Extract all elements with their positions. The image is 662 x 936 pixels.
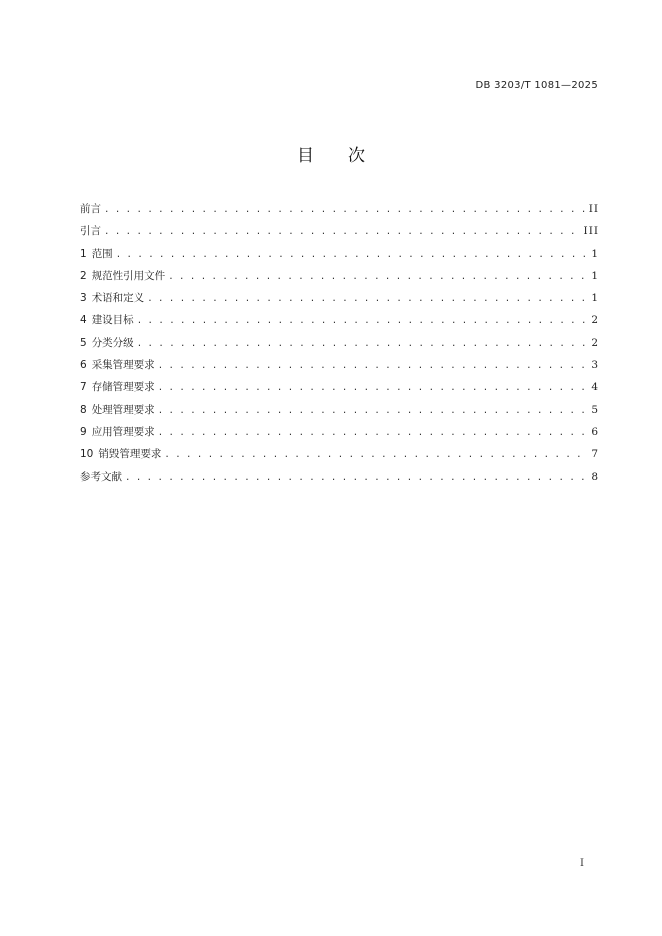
- toc-dot-leader: [147, 288, 587, 310]
- toc-entry-number: 4: [80, 314, 87, 327]
- toc-dot-leader: [137, 333, 587, 355]
- toc-entry-bibliography[interactable]: [80, 466, 599, 488]
- toc-entry-number: 6: [80, 359, 87, 372]
- toc-entry-number: 3: [80, 292, 87, 305]
- toc-entry-page: II: [588, 203, 599, 215]
- toc-entry-title: 范围: [91, 247, 113, 260]
- toc-entry-title: 建设目标: [91, 314, 134, 327]
- toc-entry-number: 9: [80, 425, 87, 438]
- toc-entry-normative-references[interactable]: [80, 265, 599, 287]
- toc-entry-processing-requirements[interactable]: [80, 399, 599, 421]
- toc-entry-terms-definitions[interactable]: [80, 287, 599, 309]
- toc-entry-scope[interactable]: [80, 243, 599, 265]
- toc-entry-title: 前言: [80, 203, 101, 215]
- toc-entry-page: 7: [591, 448, 599, 461]
- toc-entry-foreword[interactable]: [80, 198, 599, 220]
- toc-dot-leader: [168, 266, 587, 288]
- toc-entry-page: 4: [591, 381, 599, 394]
- toc-entry-collection-requirements[interactable]: [80, 354, 599, 376]
- toc-entry-number: 2: [80, 269, 87, 282]
- toc-dot-leader: [164, 444, 587, 466]
- page-title: 目次: [297, 146, 399, 166]
- toc-dot-leader: [158, 422, 587, 444]
- toc-entry-introduction[interactable]: [80, 220, 599, 242]
- toc-dot-leader: [137, 310, 587, 332]
- toc-entry-page: 1: [591, 269, 599, 282]
- toc-dot-leader: [104, 199, 585, 221]
- toc-entry-number: 10: [80, 448, 94, 461]
- toc-entry-page: 8: [591, 470, 599, 483]
- toc-entry-title: 引言: [80, 225, 101, 238]
- toc-entry-number: 8: [80, 403, 87, 416]
- toc-entry-title: 采集管理要求: [91, 359, 155, 372]
- toc-dot-leader: [158, 355, 587, 377]
- toc-entry-title: 参考文献: [80, 470, 122, 483]
- toc-entry-construction-goals[interactable]: [80, 309, 599, 331]
- toc-entry-destruction-requirements[interactable]: [80, 443, 599, 465]
- toc-entry-page: 2: [591, 314, 599, 327]
- toc-entry-classification[interactable]: [80, 332, 599, 354]
- toc-entry-number: 1: [80, 247, 87, 260]
- toc-entry-title: 规范性引用文件: [91, 269, 166, 282]
- toc-dot-leader: [104, 221, 580, 243]
- table-of-contents: [80, 198, 599, 488]
- toc-entry-title: 处理管理要求: [91, 403, 155, 416]
- toc-entry-title: 存储管理要求: [91, 381, 155, 394]
- toc-entry-application-requirements[interactable]: [80, 421, 599, 443]
- toc-entry-page: 1: [591, 292, 599, 305]
- toc-dot-leader: [125, 467, 587, 489]
- toc-dot-leader: [158, 400, 587, 422]
- toc-entry-number: 5: [80, 336, 87, 349]
- toc-entry-title: 应用管理要求: [91, 425, 155, 438]
- toc-dot-leader: [116, 244, 587, 266]
- toc-entry-storage-requirements[interactable]: [80, 376, 599, 398]
- toc-dot-leader: [158, 377, 587, 399]
- toc-entry-title: 分类分级: [91, 336, 134, 349]
- document-code: DB 3203/T 1081—2025: [475, 80, 598, 91]
- toc-entry-title: 术语和定义: [91, 292, 145, 305]
- toc-entry-page: 3: [591, 359, 599, 372]
- page-number: I: [580, 858, 584, 869]
- toc-entry-page: 5: [591, 403, 599, 416]
- toc-entry-page: 1: [591, 247, 599, 260]
- toc-entry-page: 6: [591, 425, 599, 438]
- toc-entry-number: 7: [80, 381, 87, 394]
- toc-entry-title: 销毁管理要求: [98, 448, 162, 461]
- toc-entry-page: 2: [591, 336, 599, 349]
- toc-entry-page: III: [583, 225, 599, 238]
